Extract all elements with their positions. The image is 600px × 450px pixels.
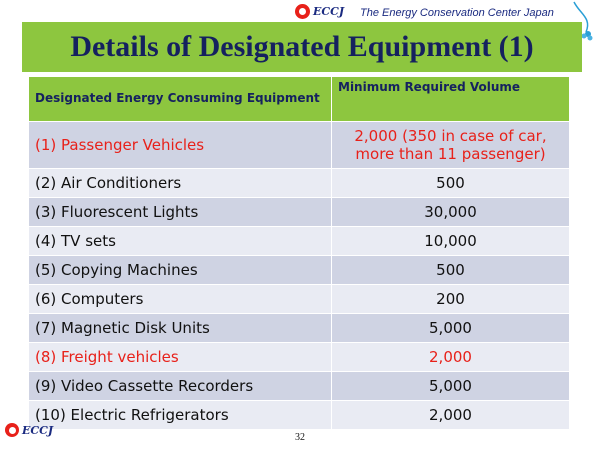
table-row: [29, 372, 570, 401]
slide-header: [0, 0, 600, 24]
table-row: [29, 169, 570, 198]
table-row: [29, 314, 570, 343]
table-row: [29, 227, 570, 256]
table-row: [29, 256, 570, 285]
equipment-cell: (2) Air Conditioners: [29, 169, 332, 198]
eccj-logo: [295, 4, 344, 19]
volume-cell: 10,000: [332, 227, 570, 256]
table-row: [29, 343, 570, 372]
volume-cell: 500: [332, 169, 570, 198]
table-row: [29, 198, 570, 227]
column-header-volume: Minimum Required Volume: [332, 77, 570, 122]
logo-text: ECCJ: [313, 5, 345, 18]
equipment-table: [28, 76, 570, 430]
equipment-cell: (10) Electric Refrigerators: [29, 401, 332, 430]
equipment-cell: (7) Magnetic Disk Units: [29, 314, 332, 343]
volume-cell: 2,000: [332, 343, 570, 372]
equipment-cell: (9) Video Cassette Recorders: [29, 372, 332, 401]
table-header-row: [29, 77, 570, 122]
volume-cell: 2,000: [332, 401, 570, 430]
volume-cell: 5,000: [332, 372, 570, 401]
footer-logo-text: ECCJ: [22, 423, 54, 437]
volume-cell: 500: [332, 256, 570, 285]
equipment-cell: (5) Copying Machines: [29, 256, 332, 285]
page-number: 32: [295, 432, 305, 443]
eccj-logo-icon: [295, 4, 310, 19]
equipment-cell: (3) Fluorescent Lights: [29, 198, 332, 227]
table-row: [29, 285, 570, 314]
equipment-cell: (1) Passenger Vehicles: [29, 122, 332, 169]
equipment-cell: (8) Freight vehicles: [29, 343, 332, 372]
equipment-cell: (4) TV sets: [29, 227, 332, 256]
volume-cell: 5,000: [332, 314, 570, 343]
organization-name: The Energy Conservation Center Japan: [360, 7, 554, 19]
volume-cell: 2,000 (350 in case of car, more than 11 passenger): [332, 122, 570, 169]
equipment-cell: (6) Computers: [29, 285, 332, 314]
volume-cell: 200: [332, 285, 570, 314]
table-row: [29, 401, 570, 430]
column-header-equipment: Designated Energy Consuming Equipment: [29, 77, 332, 122]
title-banner: [22, 22, 582, 72]
table-row: [29, 122, 570, 169]
page-title: Details of Designated Equipment (1): [70, 30, 534, 63]
volume-cell: 30,000: [332, 198, 570, 227]
